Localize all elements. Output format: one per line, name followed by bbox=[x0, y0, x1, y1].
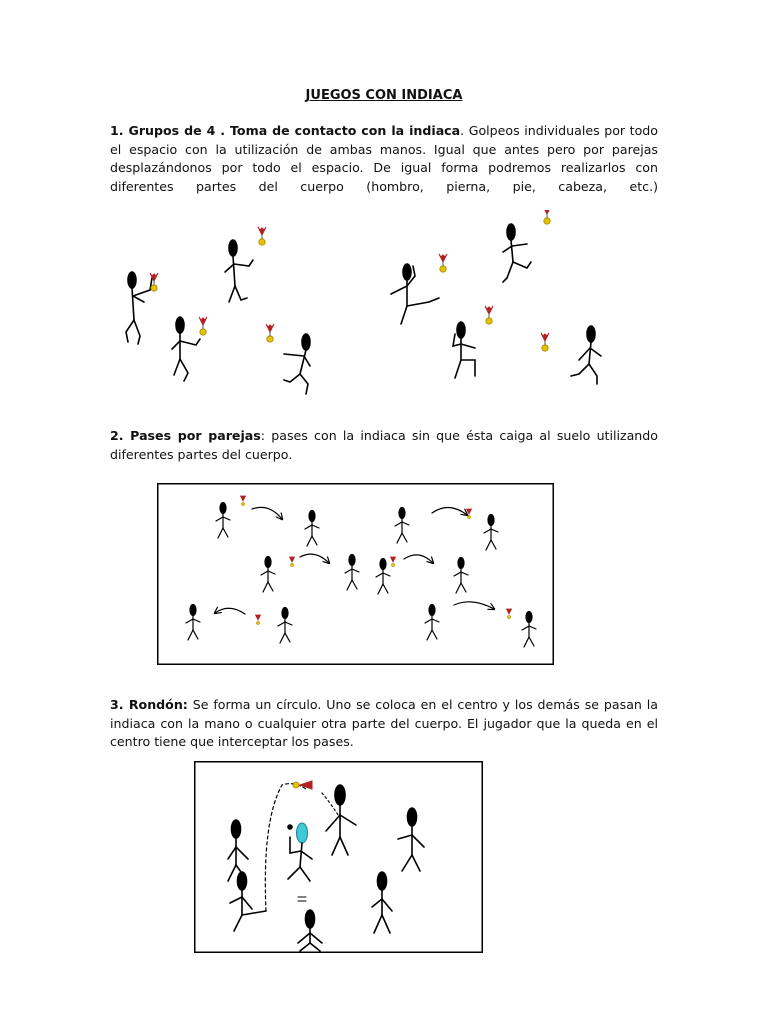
section-1 bbox=[110, 122, 658, 196]
section-1-text: . Golpeos individuales por todo el espacio con la utilización de ambas manos. Igual que antes pero por parejas desplazándonos por todo el espacio. De igual forma podremos realizarlos con diferentes partes del cuerpo (hombro, pierna, pie, cabeza, etc.) bbox=[110, 123, 658, 194]
section-3-number: 3. bbox=[110, 697, 124, 712]
figure-1-individual-hits bbox=[110, 210, 630, 400]
section-1-number: 1. bbox=[110, 123, 124, 138]
figure-2-pair-passes bbox=[157, 483, 554, 665]
section-3-text: Se forma un círculo. Uno se coloca en el centro y los demás se pasan la indiaca con la mano o cualquier otra parte del cuerpo. El jugador que la queda en el centro tiene que interceptar los pases. bbox=[110, 697, 658, 749]
section-2-number: 2. bbox=[110, 428, 124, 443]
section-1-heading: Grupos de 4 . Toma de contacto con la indiaca bbox=[128, 123, 461, 138]
section-2-text: : pases con la indiaca sin que ésta caiga al suelo utilizando diferentes partes del cuerpo. bbox=[110, 428, 658, 462]
section-3-heading: Rondón: bbox=[128, 697, 188, 712]
figure-3-rondon bbox=[194, 761, 483, 953]
section-2 bbox=[110, 427, 658, 464]
section-3 bbox=[110, 696, 658, 752]
page-title: JUEGOS CON INDIACA bbox=[305, 88, 463, 103]
stick-figure bbox=[126, 272, 152, 344]
section-2-heading: Pases por parejas bbox=[130, 428, 261, 443]
